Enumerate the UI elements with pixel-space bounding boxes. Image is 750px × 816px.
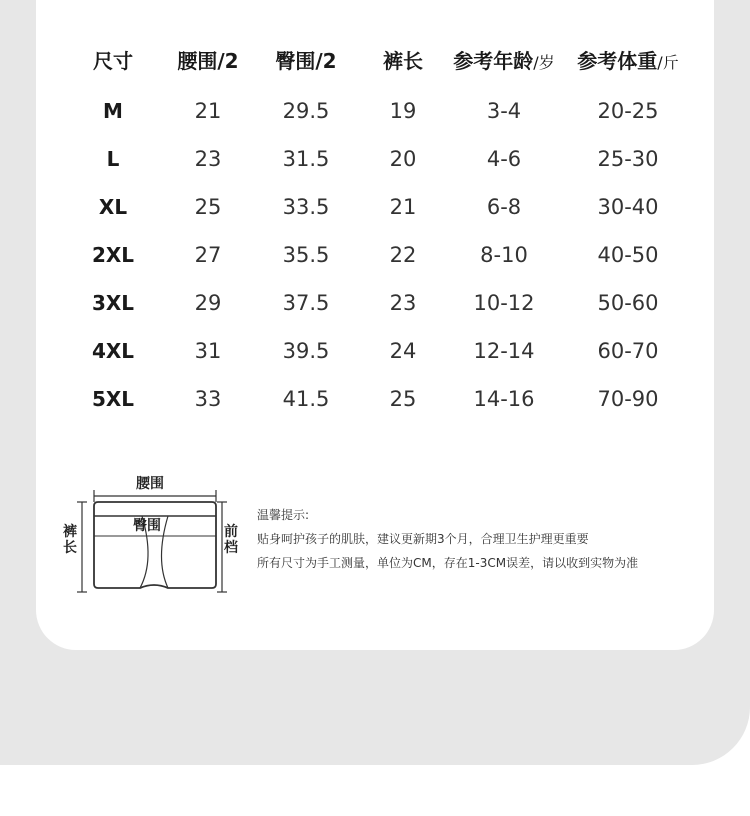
cell-age: 6-8 [486,195,522,219]
header-label: 臀围/2 [275,49,337,73]
cell-weight: 70-90 [597,387,659,411]
rise-label: 前档 [224,524,238,556]
cell-age: 14-16 [473,387,535,411]
cell-length: 20 [389,147,417,171]
underwear-outline-icon [56,474,236,599]
cell-weight: 20-25 [597,99,659,123]
cell-hip: 31.5 [282,147,330,171]
cell-length: 19 [389,99,417,123]
cell-size: 4XL [91,339,135,363]
cell-age: 4-6 [486,147,522,171]
header-label: 腰围/2 [177,49,239,73]
cell-length: 22 [389,243,417,267]
cell-waist: 31 [194,339,222,363]
measurement-diagram [56,474,236,599]
header-label: 参考年龄 [453,49,534,73]
cell-hip: 41.5 [282,387,330,411]
waist-label: 腰围 [136,476,164,492]
cell-waist: 29 [194,291,222,315]
cell-waist: 25 [194,195,222,219]
cell-waist: 23 [194,147,222,171]
length-label: 裤长 [63,524,77,556]
cell-weight: 60-70 [597,339,659,363]
cell-length: 21 [389,195,417,219]
hip-label: 臀围 [133,518,161,534]
cell-weight: 40-50 [597,243,659,267]
header-age [439,48,569,76]
header-label: 裤长 [383,49,423,73]
cell-hip: 29.5 [282,99,330,123]
cell-age: 8-10 [480,243,528,267]
cell-waist: 33 [194,387,222,411]
cell-size: 2XL [91,243,135,267]
cell-weight: 50-60 [597,291,659,315]
cell-size: M [103,99,123,123]
tips-title: 温馨提示: [257,508,310,522]
cell-hip: 37.5 [282,291,330,315]
cell-length: 24 [389,339,417,363]
cell-waist: 21 [194,99,222,123]
header-unit: /岁 [533,53,555,72]
cell-age: 3-4 [486,99,522,123]
tips-line-1: 贴身呵护孩子的肌肤，建议更新期3个月，合理卫生护理更重要 [257,532,589,546]
header-label: 参考体重 [577,49,658,73]
cell-weight: 30-40 [597,195,659,219]
cell-size: XL [98,195,128,219]
cell-size: L [106,147,120,171]
cell-length: 25 [389,387,417,411]
cell-age: 10-12 [473,291,535,315]
header-unit: /斤 [657,53,679,72]
cell-weight: 25-30 [597,147,659,171]
header-weight [563,48,693,76]
tips-line-2: 所有尺寸为手工测量，单位为CM，存在1-3CM误差，请以收到实物为准 [257,556,639,570]
header-label: 尺寸 [93,49,133,73]
cell-age: 12-14 [473,339,535,363]
cell-size: 5XL [91,387,135,411]
cell-waist: 27 [194,243,222,267]
cell-size: 3XL [91,291,135,315]
cell-hip: 39.5 [282,339,330,363]
cell-hip: 33.5 [282,195,330,219]
cell-hip: 35.5 [282,243,330,267]
cell-length: 23 [389,291,417,315]
